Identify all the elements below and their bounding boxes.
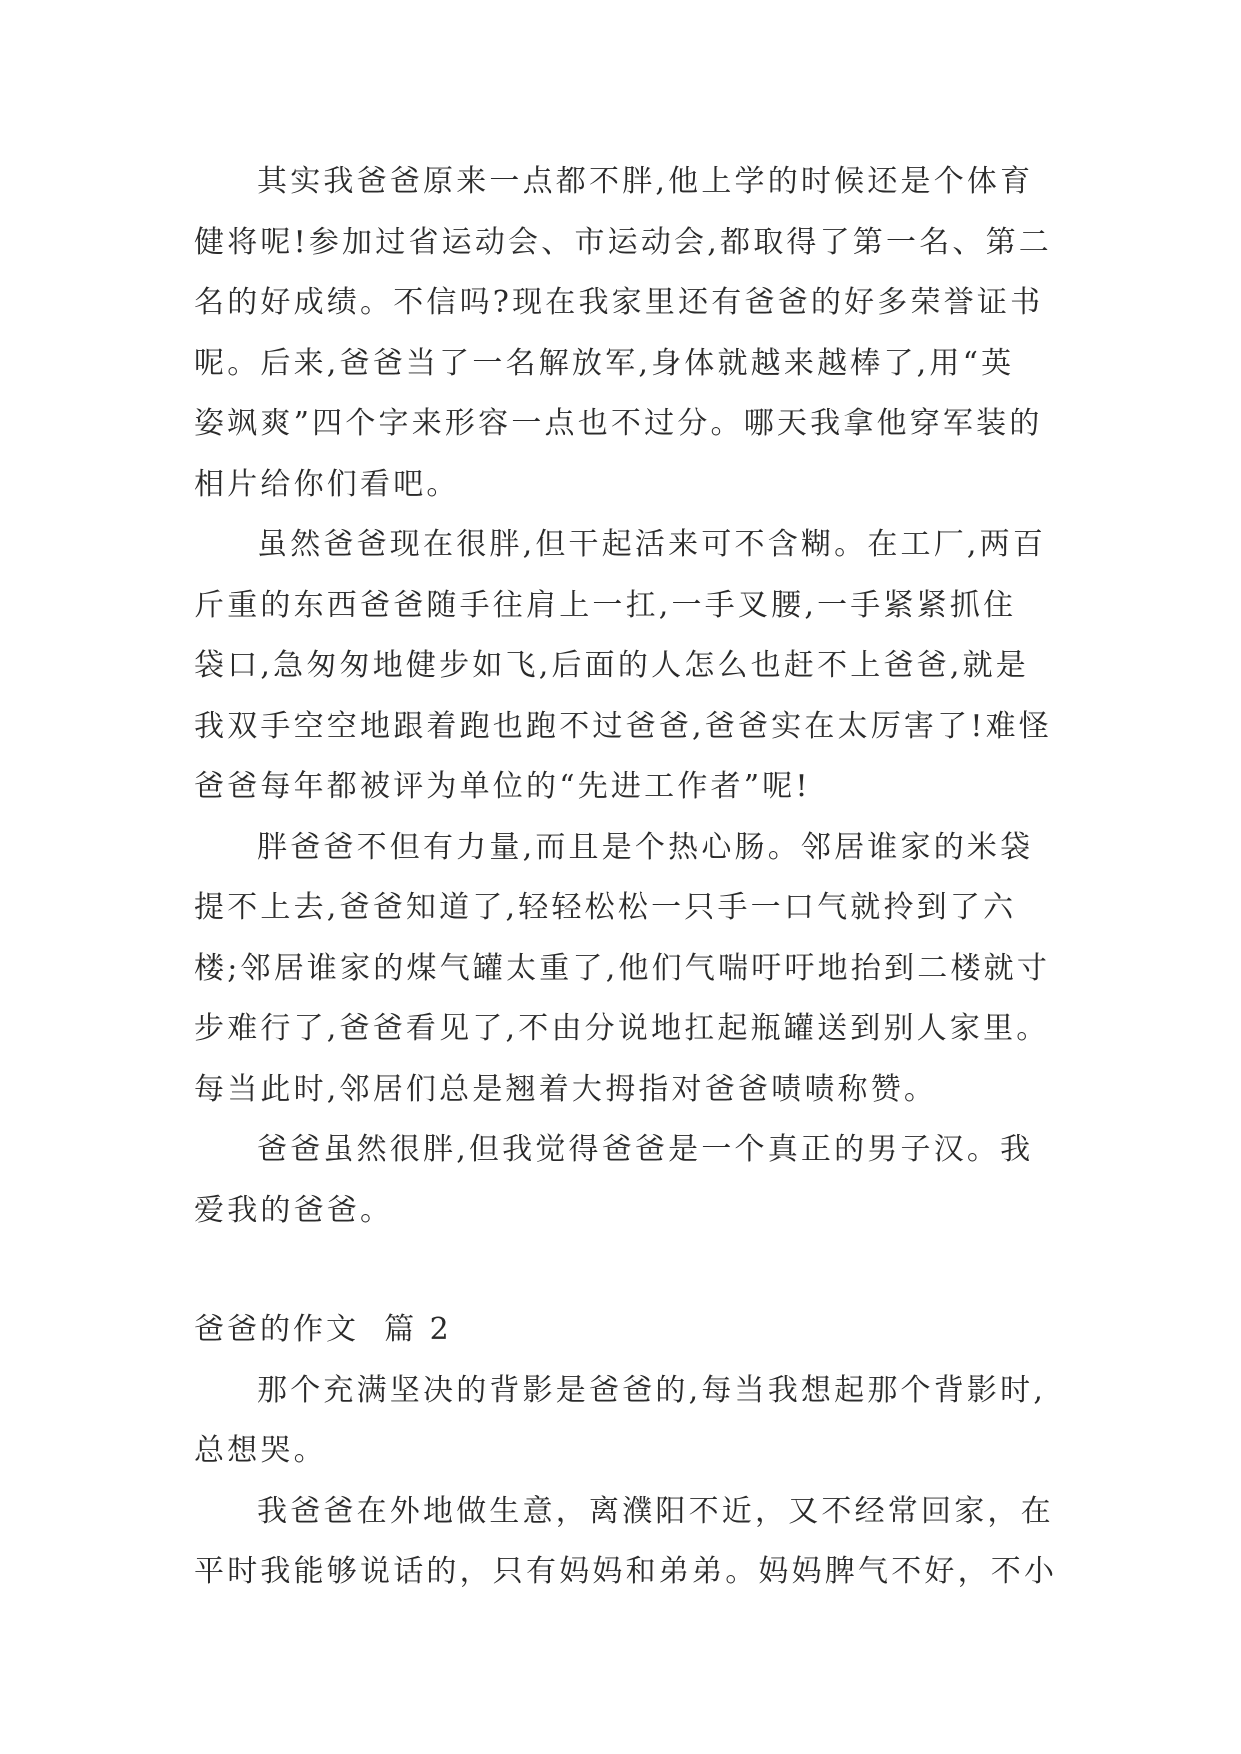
text-line: 那个充满坚决的背影是爸爸的,每当我想起那个背影时, (257, 1372, 1047, 1408)
text-line: 爸爸每年都被评为单位的“先进工作者”呢! (194, 769, 811, 804)
text-line: 名的好成绩。不信吗?现在我家里还有爸爸的好多荣誉证书 (194, 285, 1044, 320)
paragraph-3 (194, 818, 1054, 1121)
text-line: 楼;邻居谁家的煤气罐太重了,他们气喘吁吁地抬到二楼就寸 (194, 950, 1051, 986)
text-line: 虽然爸爸现在很胖,但干起活来可不含糊。在工厂,两百 (257, 527, 1047, 562)
text-line: 爸爸虽然很胖,但我觉得爸爸是一个真正的男子汉。我 (257, 1132, 1034, 1167)
section-heading: 爸爸的作文 篇 2 (194, 1312, 452, 1347)
text-line: 提不上去,爸爸知道了,轻轻松松一只手一口气就拎到了六 (194, 890, 1017, 925)
paragraph-6 (194, 1482, 1058, 1603)
text-line: 胖爸爸不但有力量,而且是个热心肠。邻居谁家的米袋 (257, 829, 1034, 865)
text-line: 每当此时,邻居们总是翘着大拇指对爸爸啧啧称赞。 (194, 1071, 938, 1107)
text-line: 我爸爸在外地做生意，离濮阳不近，又不经常回家，在 (257, 1493, 1054, 1529)
paragraph-4 (194, 1120, 1054, 1241)
text-line: 呢。后来,爸爸当了一名解放军,身体就越来越棒了,用“英 (194, 345, 1015, 381)
text-line: 我双手空空地跟着跑也跑不过爸爸,爸爸实在太厉害了!难怪 (194, 708, 1052, 744)
document-page (194, 152, 1058, 1603)
text-line: 爱我的爸爸。 (194, 1192, 394, 1228)
text-line: 总想哭。 (194, 1433, 327, 1468)
text-line: 斤重的东西爸爸随手往肩上一扛,一手叉腰,一手紧紧抓住 (194, 587, 1017, 623)
text-line: 相片给你们看吧。 (194, 466, 460, 502)
text-line: 平时我能够说话的，只有妈妈和弟弟。妈妈脾气不好，不小 (194, 1554, 1058, 1589)
paragraph-1 (194, 152, 1054, 515)
text-line: 健将呢!参加过省运动会、市运动会,都取得了第一名、第二 (194, 224, 1052, 260)
text-line: 其实我爸爸原来一点都不胖,他上学的时候还是个体育 (257, 164, 1034, 199)
paragraph-2 (194, 515, 1054, 818)
paragraph-5 (194, 1361, 1054, 1482)
text-line: 姿飒爽”四个字来形容一点也不过分。哪天我拿他穿军装的 (194, 406, 1043, 441)
text-line: 步难行了,爸爸看见了,不由分说地扛起瓶罐送到别人家里。 (194, 1011, 1050, 1046)
text-line: 袋口,急匆匆地健步如飞,后面的人怎么也赶不上爸爸,就是 (194, 648, 1030, 683)
